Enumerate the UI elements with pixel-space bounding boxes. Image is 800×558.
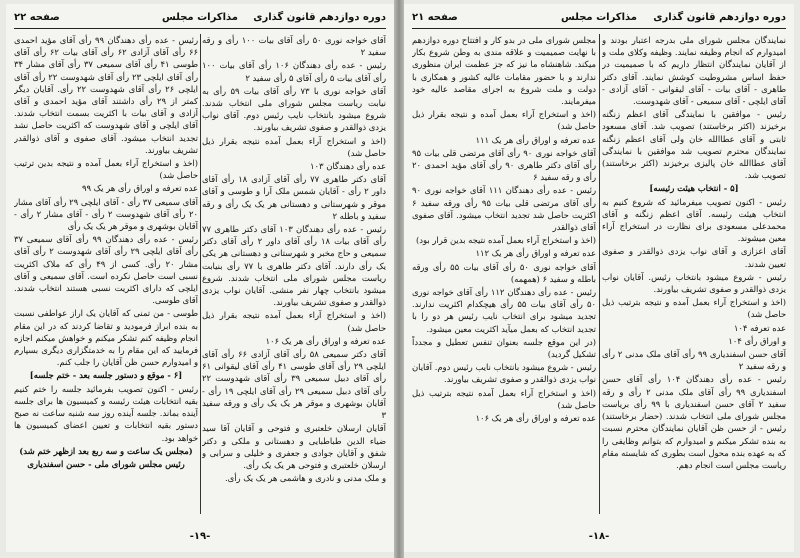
paragraph: (در این موقع جلسه بعنوان تنفس تعطیل و مجدداً تشکیل گردید) <box>412 336 596 360</box>
paragraph: رئیس - شروع میشود بانتخاب رئیس. آقایان نواب یزدی ذوالقدر و صفوی تشریف بیاورند. <box>602 271 786 295</box>
paragraph: رئیس - عده رأی دهندگان ۱۰۴ رأی آقای حسن اسفندیاری ۹۹ رأی آقای ملک مدنی ۲ رأی و رقه سفید ۲ آقای حسن اسفندیاری با ۹۹ رأی بریاست مجلس شورای ملی انتخاب شدند. (حضار برخاستند) رئیس - از حسن ظن آقایان نمایندگان محترم نسبت به بنده تشکر میکنم و امیدوارم که بتوانم وظایفی را که به عهده بنده محول است بطوری که شایسته مقام ریاست مجلس است انجام دهم. <box>602 374 786 470</box>
header-page-number: صفحه ۲۲ <box>14 12 60 23</box>
paragraph: آقای حسن اسفندیاری ۹۹ رأی آقای ملک مدنی ۲ رأی و رقه سفید ۲ <box>602 349 786 372</box>
book-gutter <box>394 0 404 558</box>
signature: رئیس مجلس شورای ملی - حسن اسفندیاری <box>27 458 185 469</box>
column-divider <box>599 34 600 514</box>
section-heading: [۵ - انتخاب هیئت رئیسه] <box>649 183 739 194</box>
column-divider <box>200 34 201 514</box>
paragraph: (اخذ و استخراج آراء بعمل آمده نتیجه بترتیب ذیل حاصل شد) <box>412 387 596 410</box>
section-heading: [۶ - موقع و دستور جلسه بعد - ختم جلسه] <box>29 370 183 381</box>
paragraph: و اوراق رأی ۱۰۴ <box>728 335 786 346</box>
closing-note: (مجلس یک ساعت و سه ربع بعد ازظهر ختم شد) <box>19 445 193 456</box>
paragraph: رئیس - عده رأی دهندگان ۱۱۱ آقای خواجه نوری ۹۰ رأی آقای مرتضی قلی بیات ۹۵ رأی ورقه سفید ۶ اکثریت حاصل شد تجدید انتخاب میشود. آقای صفوی آقای ذوالقدر <box>412 185 596 233</box>
paragraph: آقای خواجه نوری ۵۰ رأی آقای بیات ۵۵ رأی ورقه باطله و سفید ۶ (همهمه) <box>412 261 596 284</box>
paragraph: طوسی - من تمنی که آقایان یک اراز عواطفی نسبت به بنده ابراز فرمودید و تقاضا کردند که در این مقام انجام وظیفه کنم تشکر میکنم و خواهش میکنم اجازه فرمایید که این مقام را به خدمتگزاری دیگری بسپارم و امیدوارم حسن ظن آقایان را جلب کنم. <box>14 308 198 368</box>
paragraph: نمایندگان مجلس شورای ملی بدرجه اعتبار بودند و امیدوارم که انجام وظیفه نمایند. وظیفه وکلای ملت و از آقایان نمایندگان انتظار داریم که با صمیمیت در حفظ اساس مشروطیت کوشش نمایند. آقای دکتر طاهری - آقای بیات - آقای لیقوانی - آقای آزادی - آقای ایلچی - آقای سمیعی - آقای شهدوست. <box>602 35 786 107</box>
paragraph: عده تعرفه ۱۰۴ <box>733 322 786 333</box>
page-footer-number: -۱۸- <box>588 531 610 542</box>
text-column-left <box>14 34 198 514</box>
header-title: دوره دوازدهم قانون گذاری <box>653 12 786 23</box>
paragraph: آقای دکتر طاهری ۷۷ رأی آقای آزادی ۱۸ رأی آقای داور ۲ رأی - آقایان شمس ملک آرا و طوسی و آقای موقر و شهرستانی و دهستانی هر یک یک رأی و رقه سفید و باطله ۲ <box>202 174 386 221</box>
header-center: مذاکرات مجلس <box>161 12 239 23</box>
paragraph: رئیس - عده رأی دهندگان ۱۱۲ رأی آقای خواجه نوری ۵۰ رأی آقای بیات ۵۵ رأی هیچکدام اکثریت ندارند. تجدید میشود برای انتخاب نایب رئیس هر دو را با تجدید انتخاب که بعمل میآید اکثریت معین میشود. <box>412 287 596 334</box>
paragraph: رئیس - عده رأی دهندگان ۱۰۳ آقای دکتر طاهری ۷۷ رأی آقای بیات ۱۸ رأی آقای داور ۲ رأی آقای دکتر سمیعی و حاج مخبر و شهرستانی و دهستانی هر یکی یک رأی دارند. آقای دکتر طاهری با ۷۷ رأی بنیابت ریاست مجلس شورای ملی انتخاب شدند. شروع میشود بانتخاب چهار نفر منشی. آقایان نواب یزدی ذوالقدر و صفوی تشریف بیاورند. <box>202 224 386 308</box>
paragraph: مجلس شورای ملی در بدو کار و افتتاح دوره دوازدهم با نهایت صمیمیت و علاقه مندی به وطن شروع بکار میکند. شاهنشاه ما نیز که جز عظمت ایران منظوری ندارند و با حضور مقامات عالیه کشور و همکاری با دولت و ملت شروع به اجرای مقاصد عالیه خود میفرمایند. <box>412 35 596 107</box>
paragraph: آقایان ارسلان خلعتبری و فتوحی و آقایان آقا سید ضیاء الدین طباطبایی و دهستانی و ملکی و دکتر شفق و آقایان جوادی و جعفری و خلیلی و سرابی و ارسلان خلعتبری و فتوحی هر یک یک رأی. <box>202 423 386 470</box>
paragraph: رئیس - شروع میشود بانتخاب نایب رئیس دوم. آقایان نواب یزدی ذوالقدر و صفوی تشریف بیاورند. <box>412 362 596 385</box>
paragraph: آقای سمیعی ۳۷ رأی - آقای ایلچی ۲۹ رأی آقای مشار ۲۰ رأی آقای شهدوست ۲ رأی - آقای مشار ۲ رأی - آقایان بوشهری و موقر هر یک یک رأی <box>14 196 198 232</box>
paragraph: رئیس - اکنون تصویب میفرمائید که شروع کنیم به انتخاب هیئت رئیسه. آقای اعظم زنگنه و آقای محمدعلی مسعودی برای نظارت در استخراج آراء معین میشوند. <box>602 196 786 244</box>
paragraph: و ملک مدنی و نادری و هاشمی هر یک یک رأی. <box>224 473 386 484</box>
paragraph: آقای خواجه نوری با ۷۳ رأی آقای بیات ۵۹ رأی به نیابت ریاست مجلس شورای ملی انتخاب شدند. شروع میشود بانتخاب نایب رئیس دوم. آقای نواب یزدی ذوالقدر و صفوی تشریف بیاورند. <box>202 85 386 133</box>
paragraph: عده تعرفه و اوراق رأی هر یک ۱۰۶ <box>265 335 386 346</box>
paragraph: رئیس - اکنون تصویب بفرمائید جلسه را ختم کنیم بقیه انتخابات هیئت رئیسه و کمیسیون ها برای جلسه آینده بماند. جلسه آینده روز سه شنبه ساعت نه صبح دستور بقیه انتخابات و تعیین اعضای کمیسیون ها خواهد بود. <box>14 383 198 443</box>
paragraph: عده تعرفه و اوراق رأی هر یک ۱۰۶ <box>475 413 596 424</box>
paragraph: (اخذ و استخراج آراء بعمل آمده و نتیجه بقرار ذیل حاصل شد) <box>412 109 596 132</box>
paragraph: (اخذ و استخراج آراء بعمل آمده نتیجه بدین قرار بود) <box>416 235 596 246</box>
page-header <box>14 10 386 29</box>
paragraph: (اخذ و استخراج آراء بعمل آمده نتیجه بقرار ذیل حاصل شد) <box>202 310 386 333</box>
paragraph: رئیس - موافقین با نمایندگی آقای اعظم زنگنه برخیزند (اکثر برخاستند) تصویب شد. آقای مسعود ثابتی و آقای عطاالله خان ولی آقای اعظم زنگنه نمایندگان محترم تصویب شد موافقین با نمایندگی آقای عطاالله خان پالیزی برخیزند (اکثر برخاستند) تصویب شد. <box>602 109 786 181</box>
left-page <box>6 4 394 552</box>
paragraph: آقای اعزازی و آقای نواب یزدی ذوالقدر و صفوی تعیین شدند. <box>602 246 786 269</box>
paragraph: آقای خواجه نوری ۹۰ رأی آقای مرتضی قلی بیات ۹۵ رأی آقای دکتر طاهری ۹۰ رأی آقای مؤید احمدی ۲۰ رأی و رقه سفید ۶ <box>412 147 596 183</box>
header-title: دوره دوازدهم قانون گذاری <box>253 12 386 23</box>
paragraph: (اخذ و استخراج آراء بعمل آمده و نتیجه بترتیب ذیل حاصل شد) <box>602 297 786 320</box>
paragraph: عده رأی دهندگان ۱۰۳ <box>310 161 386 172</box>
text-column-right <box>602 34 786 514</box>
paragraph: عده تعرفه و اوراق رأی هر یک ۹۹ <box>82 183 198 194</box>
paragraph: آقای دکتر سمیعی ۵۸ رأی آقای آزادی ۶۶ رأی آقای ایلچی ۲۹ رأی آقای طوسی ۴۱ رأی آقای لیقوانی ۶۱ رأی آقای دبیل سمیعی ۳۹ رأی آقای شهدوست ۲۲ رأی آقای دبیل سمیعی ۲۹ رأی آقای ایلچی ۱۹ رأی - آقایان بوشهری و موقر هر یک یک رأی و ورقه سفید ۳ <box>202 349 386 421</box>
paragraph: عده تعرفه و اوراق رأی هر یک ۱۱۲ <box>475 248 596 259</box>
paragraph: آقای خواجه نوری ۵۰ رأی آقای بیات ۱۰۰ رأی و رقه سفید ۲ <box>202 35 386 58</box>
text-column-left <box>412 34 596 514</box>
page-header <box>412 10 786 29</box>
paragraph: (اخذ و استخراج آراء بعمل آمده و نتیجه بدین ترتیب حاصل شد) <box>14 158 198 181</box>
paragraph: رئیس - عده رأی دهندگان ۱۰۶ رأی آقای بیات ۱۰۰ رأی آقای بیات ۵ رأی آقای ۵ رأی سفید ۲ <box>202 60 386 83</box>
paragraph: رئیس - عده رأی دهندگان ۹۹ رأی آقای سمیعی ۳۷ رأی آقای ایلچی ۲۹ رأی آقای شهدوست ۲ رأی آقای مشار ۲۰ رأی. کسی از ۴۹ رأی که ملاک اکثریت نسبی است حاصل نکرده است. آقای سمیعی و آقای ایلچی که دارای اکثریت نسبی هستند انتخاب شدند. آقای طوسی. <box>14 234 198 306</box>
right-page <box>404 4 794 552</box>
header-page-number: صفحه ۲۱ <box>412 12 458 23</box>
page-footer-number: -۱۹- <box>189 531 211 542</box>
paragraph: رئیس - عده رأی دهندگان ۹۹ رأی آقای مؤید احمدی ۶۶ رأی آقای آزادی ۶۲ رأی آقای بیات ۶۲ رأی آقای طوسی ۴۱ رأی آقای سمیعی ۳۷ رأی آقای مشار ۳۴ رأی آقای ایلچی ۲۳ رأی آقای شهدوست ۲۲ رأی آقای ایلچی ۲۶ رأی آقای شهدوست ۲۲ رأی. آقایان دیگر کمتر از ۲۹ رأی داشتند آقای مؤید احمدی و آقای آزادی و آقای بیات با اکثریت بسمت انتخاب شدند. آقای ایلچی و آقای شهدوست که اکثریت حاصل نشد تجدید انتخاب میشود. آقای صفوی و آقای ذوالقدر تشریف بیاورند. <box>14 35 198 155</box>
header-center: مذاکرات مجلس <box>560 12 638 23</box>
text-column-right <box>202 34 386 514</box>
paragraph: عده تعرفه و اوراق رأی هر یک ۱۱۱ <box>475 134 596 145</box>
paragraph: (اخذ و استخراج آراء بعمل آمده نتیجه بقرار ذیل حاصل شد) <box>202 135 386 158</box>
